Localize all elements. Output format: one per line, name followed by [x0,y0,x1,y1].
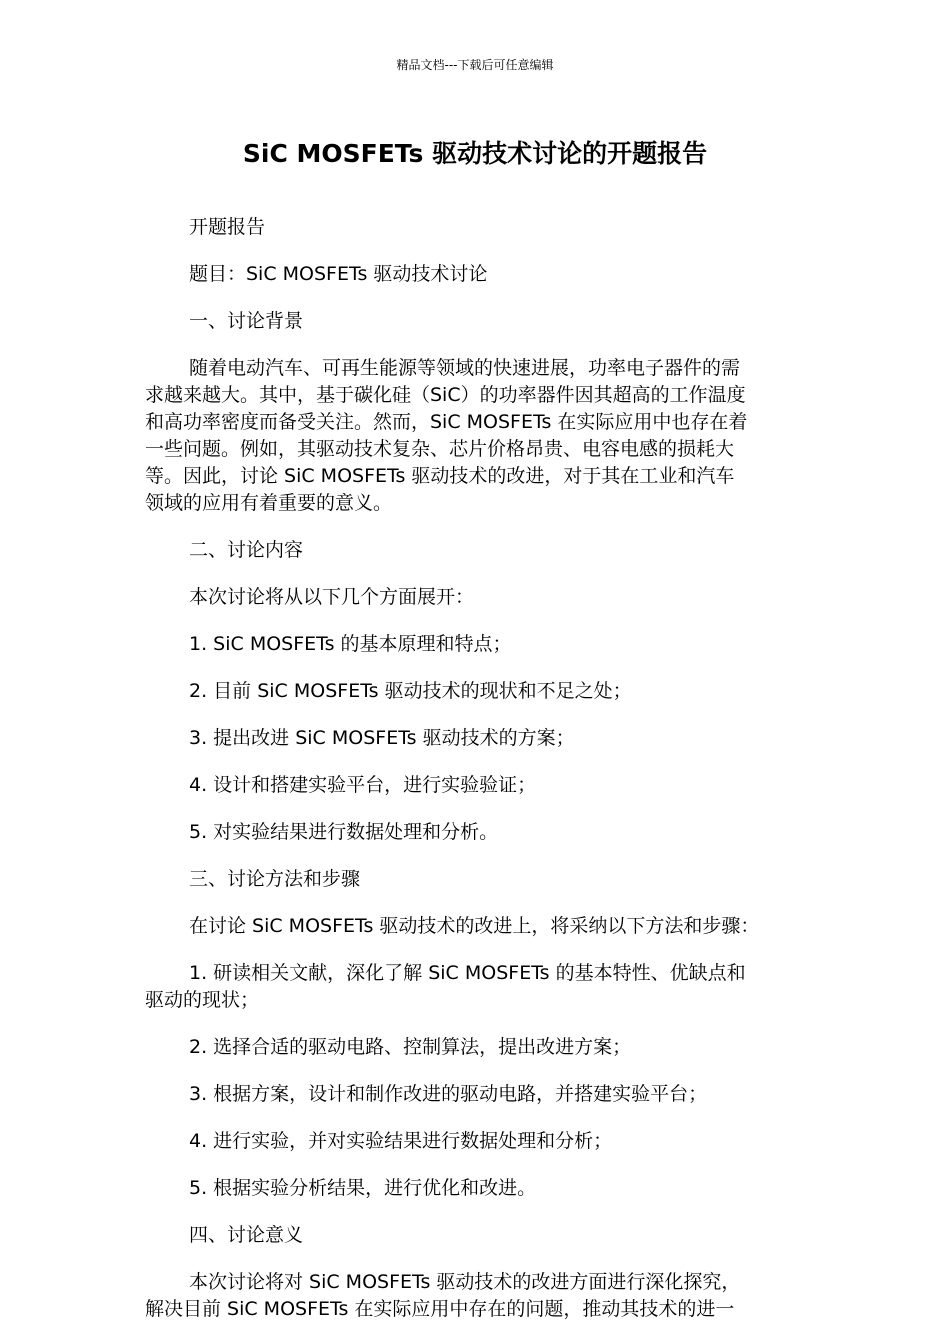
text-line: 随着电动汽车、可再生能源等领域的快速进展，功率电子器件的需 [189,357,741,379]
text-line: 驱动的现状； [145,989,260,1011]
paragraph-content-intro: 本次讨论将从以下几个方面展开： [189,586,475,608]
paragraph-significance [145,1269,807,1323]
list-item: 1. SiC MOSFETs 的基本原理和特点； [189,633,512,655]
section-heading-methods: 三、讨论方法和步骤 [189,868,361,890]
document-title: SiC MOSFETs 驱动技术讨论的开题报告 [242,139,708,168]
list-item: 3. 根据方案，设计和制作改进的驱动电路，并搭建实验平台； [189,1083,708,1105]
section-heading-significance: 四、讨论意义 [189,1224,304,1246]
paragraph-background [145,355,807,517]
list-item: 4. 设计和搭建实验平台，进行实验验证； [189,774,537,796]
text-line: 本次讨论将对 SiC MOSFETs 驱动技术的改进方面进行深化探究， [189,1271,741,1293]
list-item: 5. 根据实验分析结果，进行优化和改进。 [189,1177,537,1199]
text-line: 等。因此，讨论 SiC MOSFETs 驱动技术的改进，对于其在工业和汽车 [145,465,735,487]
document-body [145,214,807,1343]
list-item: 3. 提出改进 SiC MOSFETs 驱动技术的方案； [189,727,575,749]
text-line: 解决目前 SiC MOSFETs 在实际应用中存在的问题，推动其技术的进一 [145,1298,735,1320]
list-item: 2. 目前 SiC MOSFETs 驱动技术的现状和不足之处； [189,680,632,702]
paragraph-methods-intro: 在讨论 SiC MOSFETs 驱动技术的改进上，将采纳以下方法和步骤： [189,915,760,937]
list-item [145,960,807,1014]
paragraph-topic: 题目：SiC MOSFETs 驱动技术讨论 [189,263,488,285]
text-line: 1. 研读相关文献，深化了解 SiC MOSFETs 的基本特性、优缺点和 [189,962,746,984]
list-item: 2. 选择合适的驱动电路、控制算法，提出改进方案； [189,1036,632,1058]
section-heading-content: 二、讨论内容 [189,539,304,561]
text-line: 和高功率密度而备受关注。然而，SiC MOSFETs 在实际应用中也存在着 [145,411,748,433]
section-heading-background: 一、讨论背景 [189,310,304,332]
header-note: 精品文档---下载后可任意编辑 [396,58,554,72]
text-line: 一些问题。例如，其驱动技术复杂、芯片价格昂贵、电容电感的损耗大 [145,438,735,460]
list-item: 4. 进行实验，并对实验结果进行数据处理和分析； [189,1130,613,1152]
list-item: 5. 对实验结果进行数据处理和分析。 [189,821,499,843]
text-line: 求越来越大。其中，基于碳化硅（SiC）的功率器件因其超高的工作温度 [145,384,746,406]
text-line: 领域的应用有着重要的意义。 [145,492,393,514]
paragraph-report-label: 开题报告 [189,216,266,238]
